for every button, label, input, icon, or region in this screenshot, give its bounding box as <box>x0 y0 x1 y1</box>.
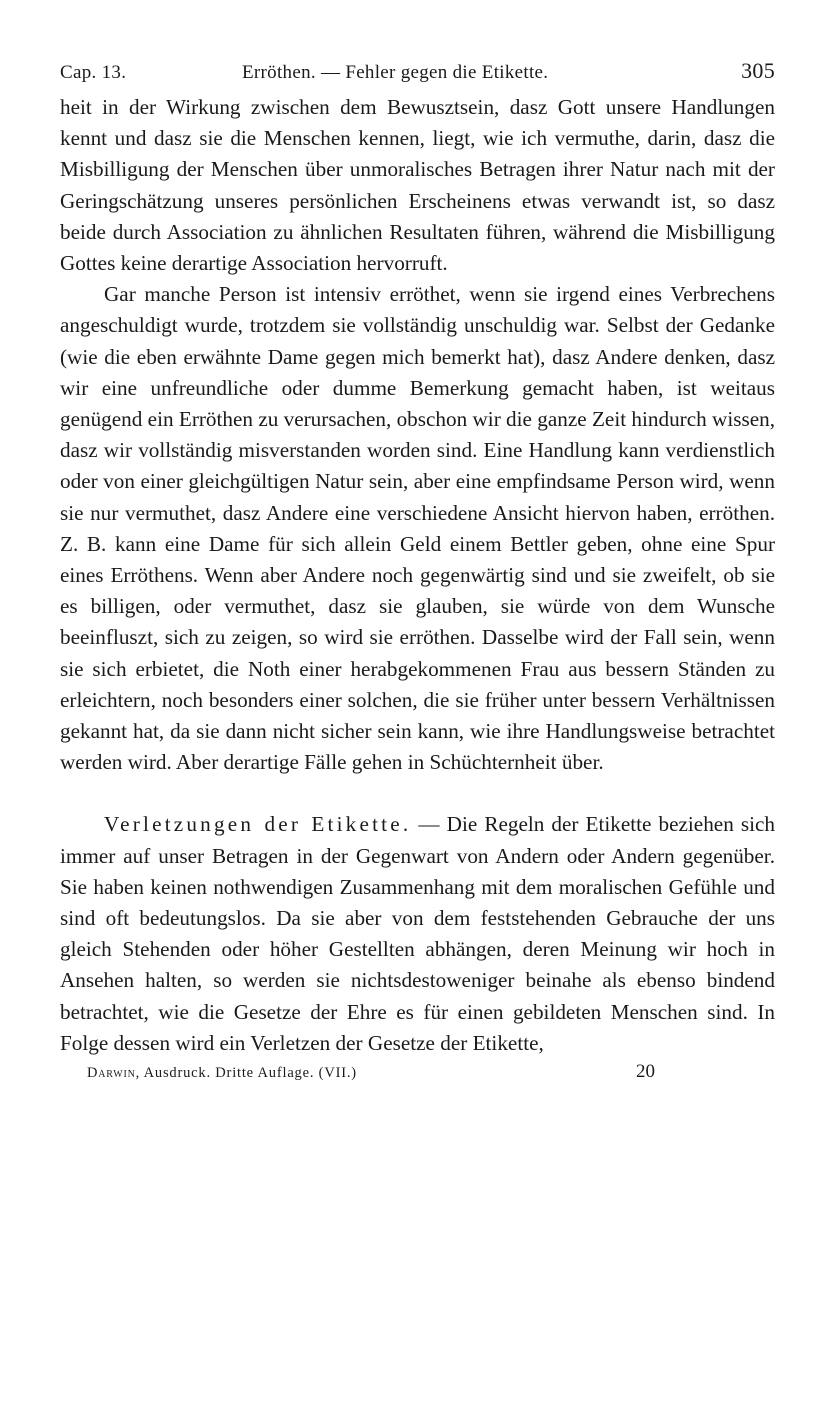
paragraph-3-text: — Die Regeln der Etikette beziehen sich immer auf unser Betragen in der Gegenwart von Andern oder Andern gegenüber. Sie haben keinen nothwendigen Zusammenhang mit dem moralischen Gefühle und sind oft bedeutungslos. Da sie aber von dem feststehenden Gebrauche der uns gleich Stehenden oder höher Gestellten abhängen, deren Meinung wir hoch in Ansehen halten, so werden sie nichtsdestoweniger beinahe als ebenso bindend betrachtet, wie die Gesetze der Ehre es für einen gebildeten Menschen sind. In Folge dessen wird ein Verletzen der Gesetze der Etikette, <box>60 812 775 1055</box>
page-number: 305 <box>741 58 775 83</box>
paragraph-3 <box>60 809 775 1059</box>
signature-text: , Ausdruck. Dritte Auflage. (VII.) <box>135 1065 357 1082</box>
page-footer <box>60 1061 775 1087</box>
paragraph-2: Gar manche Person ist intensiv erröthet, wenn sie irgend eines Verbrechens angeschuldigt wurde, trotzdem sie vollständig unschuldig war. Selbst der Gedanke (wie die eben erwähnte Dame gegen mich bemerkt hat), dasz Andere denken, dasz wir eine unfreundliche oder dumme Bemerkung gemacht haben, ist weitaus genügend ein Erröthen zu verursachen, obschon wir die ganze Zeit hindurch wissen, dasz wir vollständig misverstanden worden sind. Eine Handlung kann verdienstlich oder von einer gleichgültigen Natur sein, aber eine empfindsame Person wird, wenn sie nur vermuthet, dasz Andere eine verschiedene Ansicht hiervon haben, erröthen. Z. B. kann eine Dame für sich allein Geld einem Bettler geben, ohne eine Spur eines Erröthens. Wenn aber Andere noch gegenwärtig sind und sie zweifelt, ob sie es billigen, oder vermuthet, dasz sie glauben, sie würde von dem Wunsche beeinfluszt, sich zu zeigen, so wird sie erröthen. Dasselbe wird der Fall sein, wenn sie sich erbietet, die Noth einer herabgekommenen Frau aus bessern Ständen zu erleichtern, noch besonders einer solchen, die sie früher unter bessern Verhältnissen gekannt hat, da sie dann nicht sicher sein kann, wie ihre Handlungsweise betrachtet werden wird. Aber derartige Fälle gehen in Schüchternheit über. <box>60 282 775 775</box>
running-title: Erröthen. — Fehler gegen die Etikette. <box>242 62 549 83</box>
paragraph-1: heit in der Wirkung zwischen dem Bewusztsein, dasz Gott unsere Handlungen kennt und dasz sie die Menschen kennen, liegt, wie ich vermuthe, darin, dasz die Misbilligung der Menschen über unmoralisches Betragen ihrer Natur nach mit der Geringschätzung unseres persönlichen Erscheinens etwas verwandt ist, so dasz beide durch Association zu ähnlichen Resultaten führen, während die Misbilligung Gottes keine derartige Association hervorruft. <box>60 95 775 276</box>
book-page <box>60 58 775 1087</box>
signature-mark <box>87 1065 357 1082</box>
sheet-number: 20 <box>636 1061 655 1083</box>
running-header <box>60 58 775 92</box>
signature-author: Darwin <box>87 1065 136 1082</box>
chapter-label: Cap. 13. <box>60 62 127 83</box>
section-heading: Verletzungen der Etikette. <box>104 812 412 837</box>
